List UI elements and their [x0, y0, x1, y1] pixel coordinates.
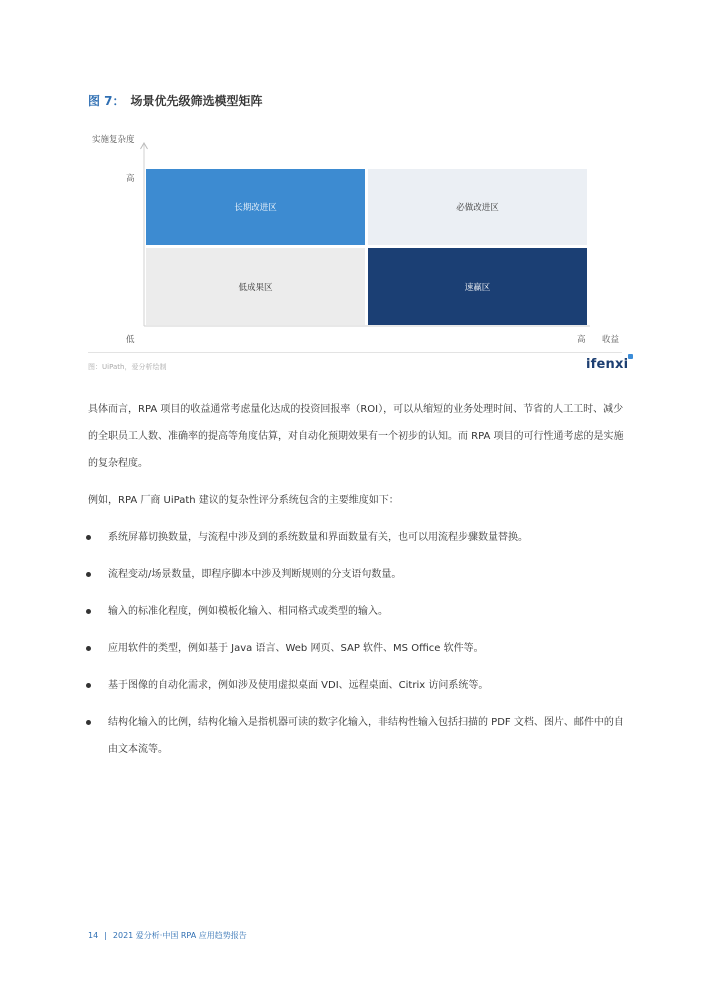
figure-number: 图 7：: [88, 94, 125, 108]
bullet-icon: [86, 683, 91, 688]
source-divider: [88, 352, 622, 353]
list-item: [84, 709, 632, 763]
list-item: [84, 561, 632, 588]
bullet-icon: [86, 720, 91, 725]
figure-source: 图：UiPath，爱分析绘制: [88, 363, 167, 371]
quadrant-label: 必做改进区: [456, 203, 499, 213]
y-axis-low-label: 低: [126, 335, 135, 345]
quadrant-label: 速赢区: [464, 282, 491, 293]
list-item-text: 输入的标准化程度，例如模板化输入、相同格式或类型的输入。: [108, 606, 388, 617]
bullet-icon: [86, 535, 91, 540]
list-item: [84, 672, 632, 699]
brand-logo: [586, 357, 628, 372]
y-axis-high-label: 高: [126, 174, 135, 184]
bullet-icon: [86, 646, 91, 651]
list-item-text: 基于图像的自动化需求，例如涉及使用虚拟桌面 VDI、远程桌面、Citrix 访问系统等。: [108, 680, 489, 691]
body-paragraph-1: 具体而言，RPA 项目的收益通常考虑量化达成的投资回报率（ROI），可以从缩短的业务处理时间、节省的人工工时、减少的全职员工人数、准确率的提高等角度估算，对自动化预期效果有一个初步的认知。而 RPA 项目的可行性通考虑的是实施的复杂程度。: [88, 404, 624, 469]
page-number: 14: [88, 931, 99, 940]
list-item-text: 应用软件的类型，例如基于 Java 语言、Web 网页、SAP 软件、MS Office 软件等。: [108, 643, 484, 654]
list-item-text: 流程变动/场景数量，即程序脚本中涉及判断规则的分支语句数量。: [108, 569, 402, 580]
footer-separator: |: [104, 931, 107, 940]
priority-matrix-chart: [90, 128, 630, 353]
quadrant-low-outcome: [146, 248, 365, 325]
complexity-dimensions-list: [84, 524, 632, 773]
quadrant-quick-win: [368, 248, 587, 325]
bullet-icon: [86, 609, 91, 614]
list-item-text: 结构化输入的比例，结构化输入是指机器可读的数字化输入，非结构性输入包括扫描的 PDF 文档、图片、邮件中的自由文本流等。: [108, 717, 624, 755]
body-paragraph-2: 例如，RPA 厂商 UiPath 建议的复杂性评分系统包含的主要维度如下：: [88, 495, 399, 506]
brand-text: ifenxi: [586, 357, 629, 372]
bullet-icon: [86, 572, 91, 577]
quadrant-label: 低成果区: [238, 282, 273, 293]
figure-title-text: 场景优先级筛选模型矩阵: [130, 94, 263, 108]
report-title: 2021 爱分析·中国 RPA 应用趋势报告: [112, 931, 247, 940]
y-axis-label: 实施复杂度: [92, 135, 135, 145]
list-item-text: 系统屏幕切换数量，与流程中涉及到的系统数量和界面数量有关，也可以用流程步骤数量替换。: [108, 532, 528, 543]
brand-mark-icon: [628, 354, 633, 359]
x-axis-label: 收益: [602, 335, 620, 345]
quadrant-long-term-improvement: [146, 169, 365, 245]
quadrant-label: 长期改进区: [234, 203, 277, 213]
page-footer: [88, 930, 247, 941]
list-item: [84, 524, 632, 551]
list-item: [84, 635, 632, 662]
x-axis-high-label: 高: [577, 335, 586, 345]
quadrant-must-improve: [368, 169, 587, 245]
list-item: [84, 598, 632, 625]
figure-title: [88, 92, 263, 109]
